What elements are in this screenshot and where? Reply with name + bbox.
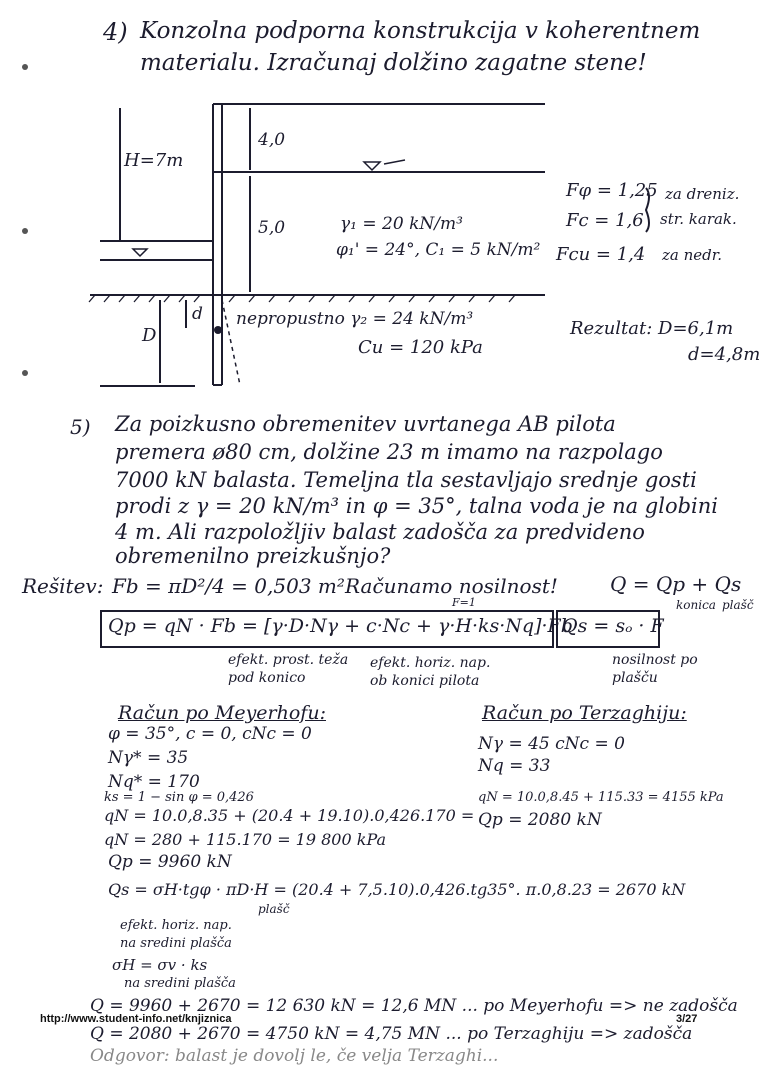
meyerhof-line3: Nq* = 170 — [108, 772, 200, 792]
problem5-line2: premera ø80 cm, dolžine 23 m imamo na razpolago — [115, 440, 663, 464]
problem4-line2: materialu. Izračunaj dolžino zagatne stene! — [140, 50, 647, 76]
terzaghi-title: Račun po Terzaghiju: — [482, 702, 687, 724]
problem5-line3: 7000 kN balasta. Temeljna tla sestavljajo srednje gosti — [115, 468, 697, 492]
qs-formula: Qs = sₒ · F — [562, 615, 664, 637]
footer-url[interactable]: http://www.student-info.net/knjiznica — [40, 1013, 232, 1025]
diagram-H-label: H=7m — [124, 150, 184, 171]
terzaghi-line1: Nγ = 45 cNc = 0 — [478, 734, 625, 754]
qs-note-sredini1: na sredini plašča — [120, 936, 232, 951]
meyerhof-line1: φ = 35°, c = 0, cNc = 0 — [108, 724, 312, 744]
punch-hole — [22, 228, 28, 234]
konica-label: konica — [676, 598, 716, 612]
diagram-mid-dim: 5,0 — [258, 218, 286, 238]
footer-page-number: 3/27 — [676, 1013, 698, 1025]
racunamo-nosilnost: Računamo nosilnost! — [345, 574, 558, 598]
factor-note-karak: str. karak. — [660, 210, 737, 228]
final-terzaghi: Q = 2080 + 2670 = 4750 kN = 4,75 MN ... po Terzaghiju => zadošča — [90, 1024, 693, 1044]
qs-plasc-label: plašč — [258, 902, 290, 916]
cu-label: Cu = 120 kPa — [358, 337, 483, 358]
factor-note-nedr: za nedr. — [662, 246, 723, 264]
problem5-line5: 4 m. Ali razpoložljiv balast zadošča za predvideno — [115, 520, 645, 544]
factor-fc: Fc = 1,6 — [566, 210, 644, 231]
terzaghi-line4: Qp = 2080 kN — [478, 810, 602, 830]
note-nosilnost-po: nosilnost po — [612, 652, 698, 668]
note-pod-konico: pod konico — [228, 670, 306, 686]
terzaghi-line3: qN = 10.0,8.45 + 115.33 = 4155 kPa — [478, 790, 724, 805]
problem5-number: 5) — [70, 415, 91, 439]
f-equals-1: F=1 — [452, 596, 476, 609]
plasc-label: plašč — [722, 598, 754, 612]
qs-note-sredini2: na sredini plašča — [124, 976, 236, 991]
problem5-line4: prodi z γ = 20 kN/m³ in φ = 35°, talna voda je na globini — [115, 494, 718, 518]
punch-hole — [22, 370, 28, 376]
note-ob-konici: ob konici pilota — [370, 673, 480, 689]
qs-note-efekt: efekt. horiz. nap. — [120, 918, 232, 933]
fb-formula: Fb = πD²/4 = 0,503 m² — [112, 574, 345, 598]
meyerhof-line7: Qp = 9960 kN — [108, 852, 232, 872]
terzaghi-line2: Nq = 33 — [478, 756, 551, 776]
diagram-top-dim: 4,0 — [258, 130, 286, 150]
meyerhof-line2: Nγ* = 35 — [108, 748, 189, 768]
problem4-number: 4) — [103, 18, 128, 46]
note-efekt-horiz: efekt. horiz. nap. — [370, 655, 491, 671]
qp-formula: Qp = qN · Fb = [γ·D·Nγ + c·Nc + γ·H·ks·Nq]·Fb — [108, 615, 573, 637]
final-meyerhof: Q = 9960 + 2670 = 12 630 kN = 12,6 MN ... po Meyerhofu => ne zadošča — [90, 996, 738, 1016]
qs-calculation: Qs = σH·tgφ · πD·H = (20.4 + 7,5.10).0,426.tg35°. π.0,8.23 = 2670 kN — [108, 880, 686, 899]
meyerhof-line6: qN = 280 + 115.170 = 19 800 kPa — [104, 830, 387, 849]
note-efekt-prost-teza: efekt. prost. teža — [228, 652, 349, 668]
impermeable-layer-label: nepropustno γ₂ = 24 kN/m³ — [236, 309, 474, 329]
result4-line1: Rezultat: D=6,1m — [570, 318, 734, 339]
problem5-line1: Za poizkusno obremenitev uvrtanega AB pilota — [115, 412, 616, 436]
punch-hole — [22, 64, 28, 70]
q-total: Q = Qp + Qs — [610, 572, 742, 596]
factor-fcu: Fcu = 1,4 — [556, 244, 646, 265]
meyerhof-title: Račun po Meyerhofu: — [118, 702, 326, 724]
factor-note-dreniz: za dreniz. — [665, 185, 740, 203]
qs-note-sigma: σH = σv · ks — [112, 956, 208, 974]
problem5-line6: obremenilno preizkušnjo? — [115, 544, 391, 568]
solution-label: Rešitev: — [22, 574, 104, 598]
meyerhof-line5: qN = 10.0,8.35 + (20.4 + 19.10).0,426.170 = — [104, 806, 475, 825]
result4-line2: d=4,8m — [688, 344, 760, 365]
final-answer-cut: Odgovor: balast je dovolj le, če velja Terzaghi... — [90, 1046, 499, 1066]
problem4-line1: Konzolna podporna konstrukcija v koherentnem — [140, 18, 701, 44]
factor-fphi: Fφ = 1,25 — [566, 180, 658, 201]
layer1-gamma: γ₁ = 20 kN/m³ — [340, 214, 463, 234]
layer1-phi-c: φ₁' = 24°, C₁ = 5 kN/m² — [336, 240, 541, 260]
meyerhof-line4: ks = 1 − sin φ = 0,426 — [104, 790, 254, 805]
diagram-d-label: d — [192, 304, 203, 324]
note-plascu: plašču — [612, 670, 658, 686]
diagram-D-label: D — [142, 325, 157, 346]
